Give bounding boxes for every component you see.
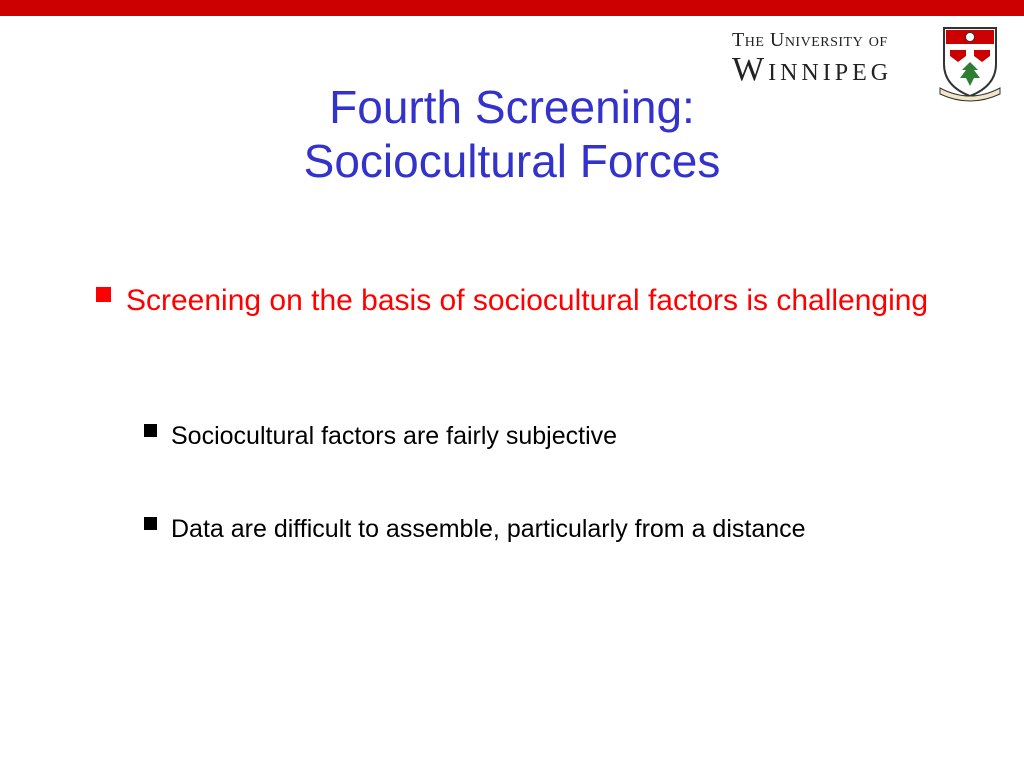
slide-title [150, 80, 874, 188]
sub-bullet-2 [144, 511, 938, 547]
sub-bullet-text: Data are difficult to assemble, particularly from a distance [171, 515, 806, 543]
square-bullet-icon [144, 424, 157, 437]
square-bullet-icon [96, 287, 111, 302]
logo-line-1: The University of [732, 29, 888, 51]
logo-line-2: Winnipeg [732, 51, 893, 88]
title-line-1: Fourth Screening: [329, 81, 695, 133]
sub-bullet-1 [144, 418, 938, 454]
bullet-level1 [96, 282, 938, 320]
logo-wordmark [732, 28, 928, 88]
top-accent-bar [0, 0, 1024, 16]
square-bullet-icon [144, 517, 157, 530]
title-line-2: Sociocultural Forces [303, 135, 721, 187]
sub-bullet-text: Sociocultural factors are fairly subjective [171, 422, 618, 450]
crest-icon [938, 22, 1002, 104]
bullet-text: Screening on the basis of sociocultural factors is challenging [126, 284, 929, 317]
